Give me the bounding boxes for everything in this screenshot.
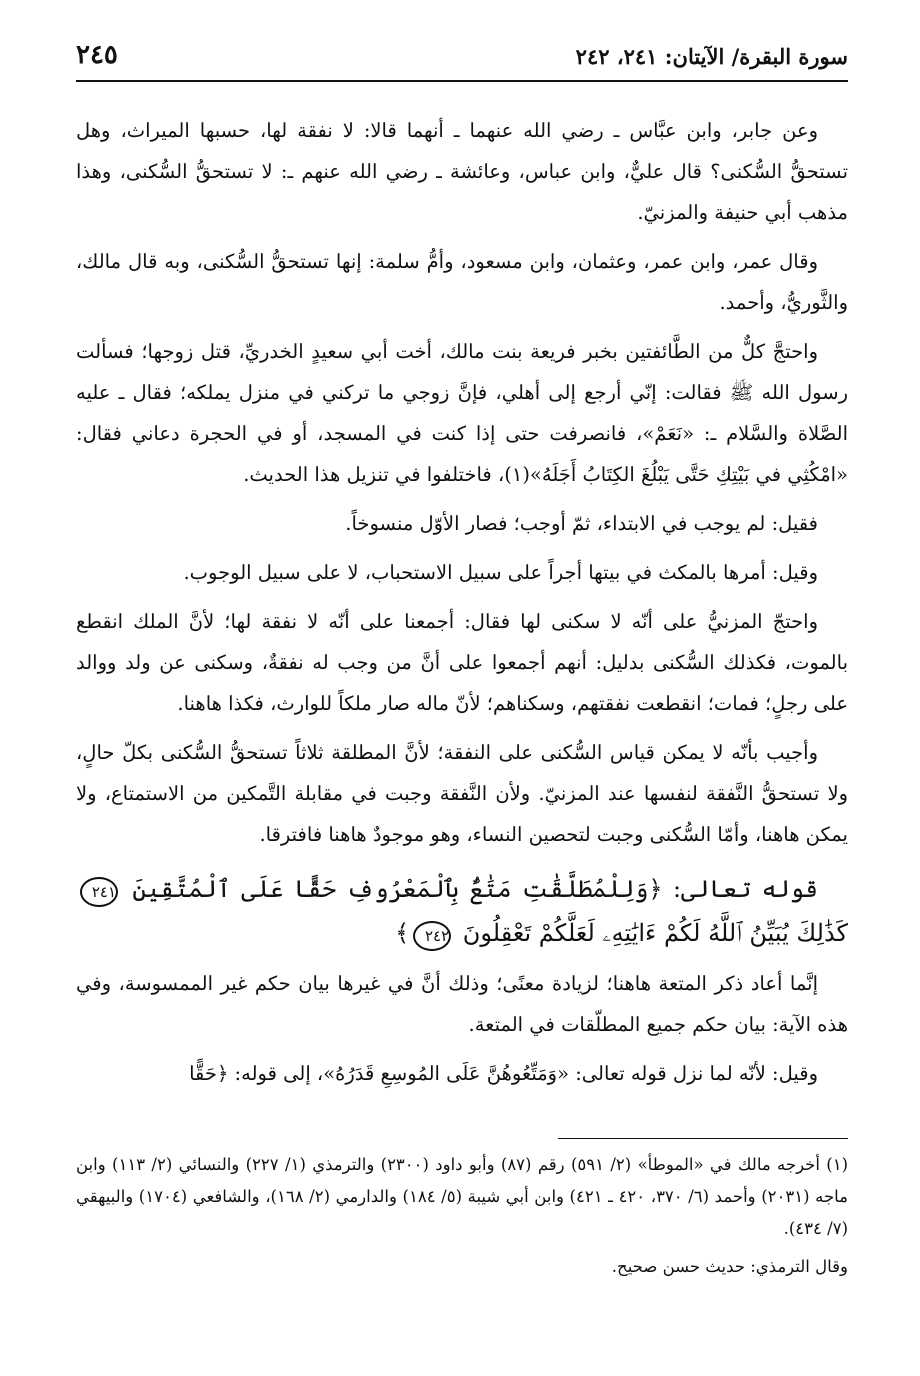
paragraph: وأجيب بأنّه لا يمكن قياس السُّكنى على النفقة؛ لأنَّ المطلقة ثلاثاً تستحقُّ السُّكنى بكلّ حالٍ، ولا تستحقُّ النَّفقة لنفسها عند المزنيّ. ولأن النَّفقة وجبت في مقابلة التَّمكين من الاستمتاع، ولا يمكن هاهنا، وأمّا السُّكنى وجبت لتحصين النساء، وهو موجودٌ هاهنا فافترقا. xyxy=(76,741,848,846)
paragraph: وقيل: لأنّه لما نزل قوله تعالى: «وَمَتِّعُوهُنَّ عَلَى المُوسِعِ قَدَرُهُ»، إلى قوله: ﴿حَقًّا xyxy=(189,1062,818,1085)
paragraph: إنَّما أعاد ذكر المتعة هاهنا؛ لزيادة معنًى؛ وذلك أنَّ في غيرها بيان حكم غير الممسوسة، وفي هذه الآية: بيان حكم جميع المطلّقات في المتعة. xyxy=(76,972,848,1036)
verse-open-bracket: ﴿ xyxy=(648,875,663,903)
footnotes xyxy=(76,1149,848,1283)
verse-intro: قوله تعالى: xyxy=(672,875,818,903)
footnote-item: (١) أخرجه مالك في «الموطأ» (٢/ ٥٩١) رقم (٨٧) وأبو داود (٢٣٠٠) والترمذي (١/ ٢٢٧) والنسائي (٢/ ١١٣) وابن ماجه (٢٠٣١) وأحمد (٦/ ٣٧٠، ٤٢٠ ـ ٤٢١) وابن أبي شيبة (٥/ ١٨٤) والدارمي (٢/ ١٦٨)، والشافعي (١٧٠٤) والبيهقي (٧/ ٤٣٤). xyxy=(76,1155,849,1238)
page-header xyxy=(76,38,848,82)
page-number: ٢٤٥ xyxy=(76,40,118,70)
verse-text-241: وَلِلْمُطَلَّقَٰتِ مَتَٰعٌۢ بِٱلْمَعْرُوفِ حَقًّا عَلَى ٱلْمُتَّقِينَ xyxy=(132,875,649,903)
paragraph: وعن جابر، وابن عبَّاس ـ رضي الله عنهما ـ أنهما قالا: لا نفقة لها، حسبها الميراث، وهل تستحقُّ السُّكنى؟ قال عليٌّ، وابن عباس، وعائشة ـ رضي الله عنهم ـ: لا تستحقُّ السُّكنى، وهذا مذهب أبي حنيفة والمزنيّ. xyxy=(76,119,848,224)
paragraph: وقال عمر، وابن عمر، وعثمان، وابن مسعود، وأمُّ سلمة: إنها تستحقُّ السُّكنى، وبه قال مالك، والثَّوريُّ، وأحمد. xyxy=(76,250,848,314)
quran-verse xyxy=(76,867,848,955)
verse-text-242: كَذَٰلِكَ يُبَيِّنُ ٱللَّهُ لَكُمْ ءَايَٰتِهِۦ لَعَلَّكُمْ تَعْقِلُونَ xyxy=(462,919,848,947)
ayah-number-marker: ٢٤٢ xyxy=(413,921,451,951)
footnote-separator xyxy=(558,1138,848,1139)
main-text xyxy=(76,110,848,1094)
paragraph: واحتجَّ كلٌّ من الطَّائفتين بخبر فريعة بنت مالك، أخت أبي سعيدٍ الخدريِّ، قتل زوجها؛ فسألت رسول الله ﷺ فقالت: إنّي أرجع إلى أهلي، فإنَّ زوجي ما تركني في منزل يملكه؛ فقال ـ عليه الصَّلاة والسَّلام ـ: «نَعَمْ»، فانصرفت حتى إذا كنت في المسجد، أو في الحجرة دعاني فقال: «امْكُثِي في بَيْتِكِ حَتَّى يَبْلُغَ الكِتَابُ أَجَلَهُ»(١)، فاختلفوا في تنزيل هذا الحديث. xyxy=(76,340,848,486)
footnote-item: وقال الترمذي: حديث حسن صحيح. xyxy=(611,1257,848,1276)
surah-title: سورة البقرة/ الآيتان: ٢٤١، ٢٤٢ xyxy=(575,44,848,69)
paragraph: واحتجّ المزنيُّ على أنّه لا سكنى لها فقال: أجمعنا على أنّه لا نفقة لها؛ لأنَّ الملك انقطع بالموت، فكذلك السُّكنى بدليل: أنهم أجمعوا على أنَّ من وجب له نفقةٌ، وسكنى عن ولد ووالد على رجلٍ؛ فمات؛ انقطعت نفقتهم، وسكناهم؛ لأنّ ماله صار ملكاً للوارث، فكذا هاهنا. xyxy=(76,610,848,715)
ayah-number-marker: ٢٤١ xyxy=(80,877,118,907)
paragraph: وقيل: أمرها بالمكث في بيتها أجراً على سبيل الاستحباب، لا على سبيل الوجوب. xyxy=(183,561,818,584)
verse-close-bracket: ﴾ xyxy=(395,919,410,947)
paragraph: فقيل: لم يوجب في الابتداء، ثمّ أوجب؛ فصار الأوّل منسوخاً. xyxy=(345,512,818,535)
